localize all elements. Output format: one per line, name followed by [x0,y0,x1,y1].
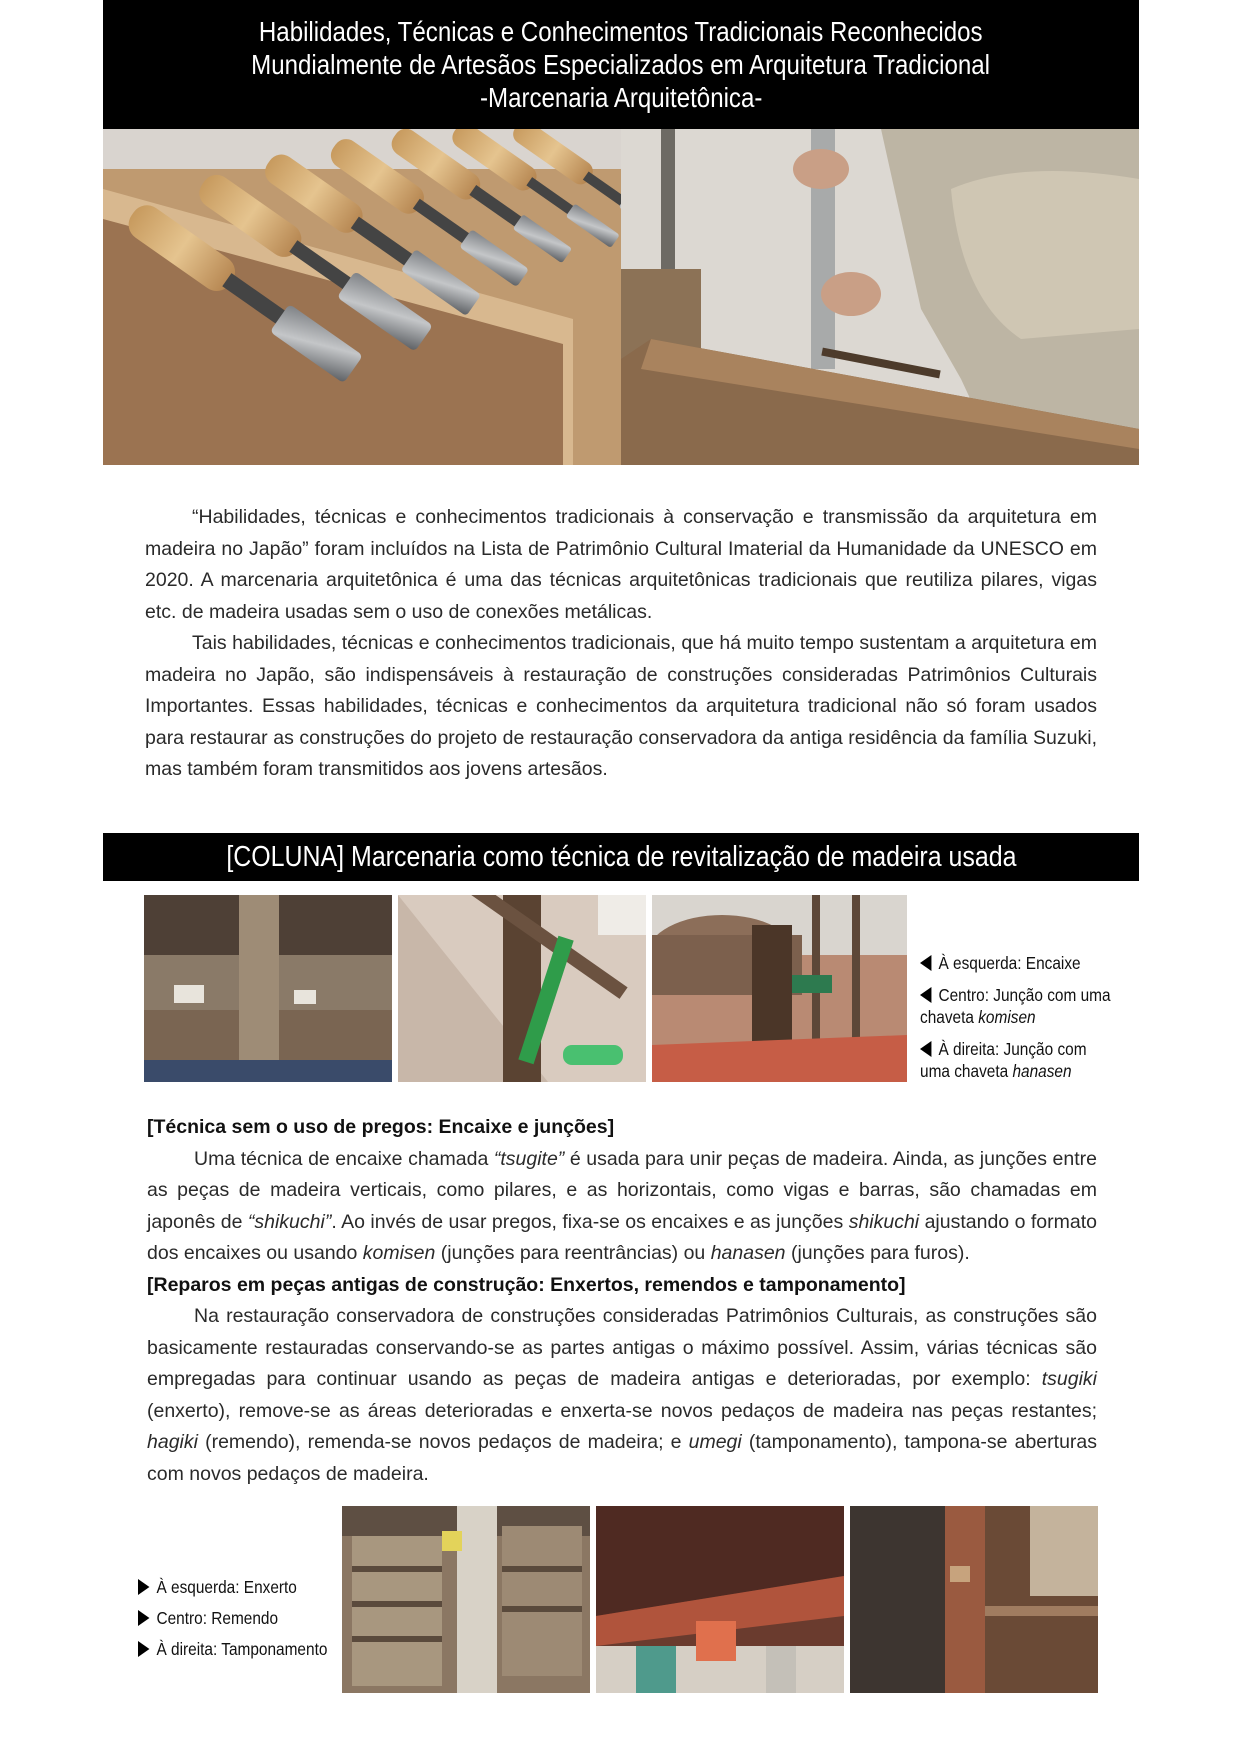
page-title [103,0,1139,129]
title-line-2: Mundialmente de Artesãos Especializados em Arquitetura Tradicional [251,49,991,80]
plug-photo [850,1506,1098,1693]
section-repairs-text: Na restauração conservadora de construções consideradas Patrimônios Culturais, as construções são basicamente restauradas conservando-se as partes antigas o máximo possível. Assim, várias técnicas são empregadas para continuar usando as peças de madeira antigas e deterioradas, por exemplo: tsugiki (enxerto), remove-se as áreas deterioradas e enxerta-se novos pedaços de madeira nas peças restantes; hagiki (remendo), remenda-se novos pedaços de madeira; e umegi (tamponamento), tampona-se aberturas com novos pedaços de madeira. [147,1305,1097,1485]
caption-left-joint: À esquerda: Encaixe [920,952,1130,974]
arrow-left-icon [920,955,931,971]
caption-center-komisen: Centro: Junção com uma chaveta komisen [920,985,1111,1027]
arrow-left-icon [920,1041,931,1057]
section-joints [147,1112,1097,1490]
section-joints-text: Uma técnica de encaixe chamada “tsugite” é usada para unir peças de madeira. Ainda, as junções entre as peças de madeira verticais, como pilares, e as horizontais, como vigas e barras, são chamadas em japonês de “shikuchi”. Ao invés de usar pregos, fixa-se os encaixes e as junções shikuchi ajustando o formato dos encaixes ou usando komisen (junções para reentrâncias) ou hanasen (junções para furos). [147,1147,1097,1264]
caption-right-hanasen: À direita: Junção com uma chaveta hanasen [920,1039,1087,1081]
title-line-3: -Marcenaria Arquitetônica- [479,82,763,113]
komisen-photo [398,895,646,1082]
intro-paragraph-2: Tais habilidades, técnicas e conhecimentos tradicionais, que há muito tempo sustentam a arquitetura em madeira no Japão, são indispensáveis à restauração de construções consideradas Patrimônios Culturais Importantes. Essas habilidades, técnicas e conhecimentos da arquitetura tradicional não só foram usados para restaurar as construções do projeto de restauração conservadora da antiga residência da família Suzuki, mas também foram transmitidos aos jovens artesãos. [145,632,1097,780]
graft-photo [342,1506,590,1693]
patch-photo [596,1506,844,1693]
intro-text [145,502,1097,786]
section-joints-heading: [Técnica sem o uso de pregos: Encaixe e junções] [147,1116,615,1138]
arrow-right-icon [138,1641,149,1657]
joint-photo [144,895,392,1082]
caption-plug: À direita: Tamponamento [138,1638,348,1660]
intro-paragraph-1: “Habilidades, técnicas e conhecimentos tradicionais à conservação e transmissão da arquitetura em madeira no Japão” foram incluídos na Lista de Patrimônio Cultural Imaterial da Humanidade da UNESCO em 2020. A marcenaria arquitetônica é uma das técnicas arquitetônicas tradicionais que reutiliza pilares, vigas etc. de madeira usadas sem o uso de conexões metálicas. [145,506,1097,623]
column-title-bar [103,833,1139,881]
caption-patch: Centro: Remendo [138,1607,338,1629]
arrow-right-icon [138,1610,149,1626]
hanasen-photo [652,895,907,1082]
section-repairs-heading: [Reparos em peças antigas de construção: Enxertos, remendos e tamponamento] [147,1273,906,1296]
chisels-photo [103,129,621,465]
arrow-left-icon [920,987,931,1003]
column-title: [COLUNA] Marcenaria como técnica de revitalização de madeira usada [225,840,1017,873]
arrow-right-icon [138,1579,149,1595]
caption-graft: À esquerda: Enxerto [138,1576,338,1598]
carpenter-photo [621,129,1139,465]
title-line-1: Habilidades, Técnicas e Conhecimentos Tradicionais Reconhecidos [259,16,983,47]
